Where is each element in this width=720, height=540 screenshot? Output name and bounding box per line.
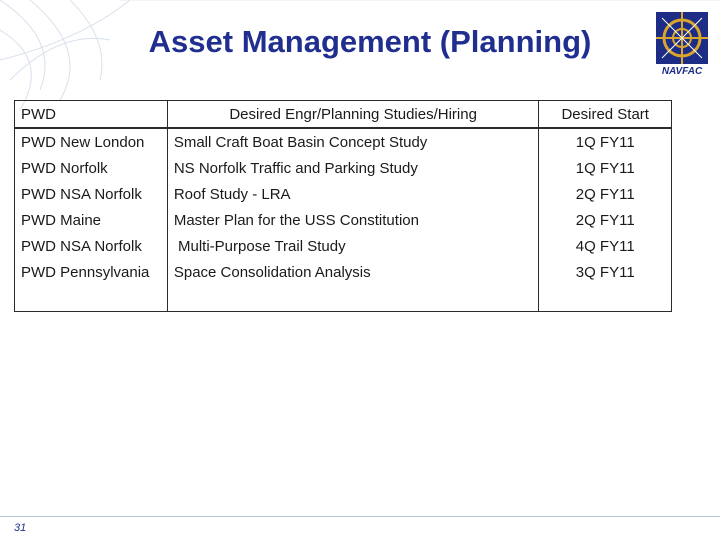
cell-study: NS Norfolk Traffic and Parking Study [167,155,539,181]
table-row [15,128,672,155]
table-row-empty [15,285,672,312]
cell-study: Master Plan for the USS Constitution [167,207,539,233]
cell-study: Multi-Purpose Trail Study [167,233,539,259]
cell-study: Roof Study - LRA [167,181,539,207]
cell-start: 2Q FY11 [539,181,672,207]
cell-study [167,285,539,312]
cell-start [539,285,672,312]
table-row [15,207,672,233]
cell-pwd: PWD NSA Norfolk [15,233,168,259]
table-row [15,259,672,285]
cell-start: 1Q FY11 [539,128,672,155]
cell-pwd [15,285,168,312]
studies-table [14,100,672,312]
cell-study: Space Consolidation Analysis [167,259,539,285]
table-header-row [15,101,672,129]
cell-pwd: PWD Pennsylvania [15,259,168,285]
table-row [15,181,672,207]
page-number: 31 [14,522,27,534]
header-studies: Desired Engr/Planning Studies/Hiring [167,101,539,129]
cell-pwd: PWD Maine [15,207,168,233]
cell-pwd: PWD New London [15,128,168,155]
header-pwd: PWD [15,101,168,129]
table-row [15,155,672,181]
footer-divider [0,516,720,517]
cell-start: 1Q FY11 [539,155,672,181]
cell-start: 3Q FY11 [539,259,672,285]
page-title: Asset Management (Planning) [148,24,592,59]
header-desired-start: Desired Start [539,101,672,129]
cell-start: 2Q FY11 [539,207,672,233]
cell-pwd: PWD NSA Norfolk [15,181,168,207]
table-row [15,233,672,259]
cell-pwd: PWD Norfolk [15,155,168,181]
cell-start: 4Q FY11 [539,233,672,259]
cell-study: Small Craft Boat Basin Concept Study [167,128,539,155]
logo-text: NAVFAC [661,66,703,77]
